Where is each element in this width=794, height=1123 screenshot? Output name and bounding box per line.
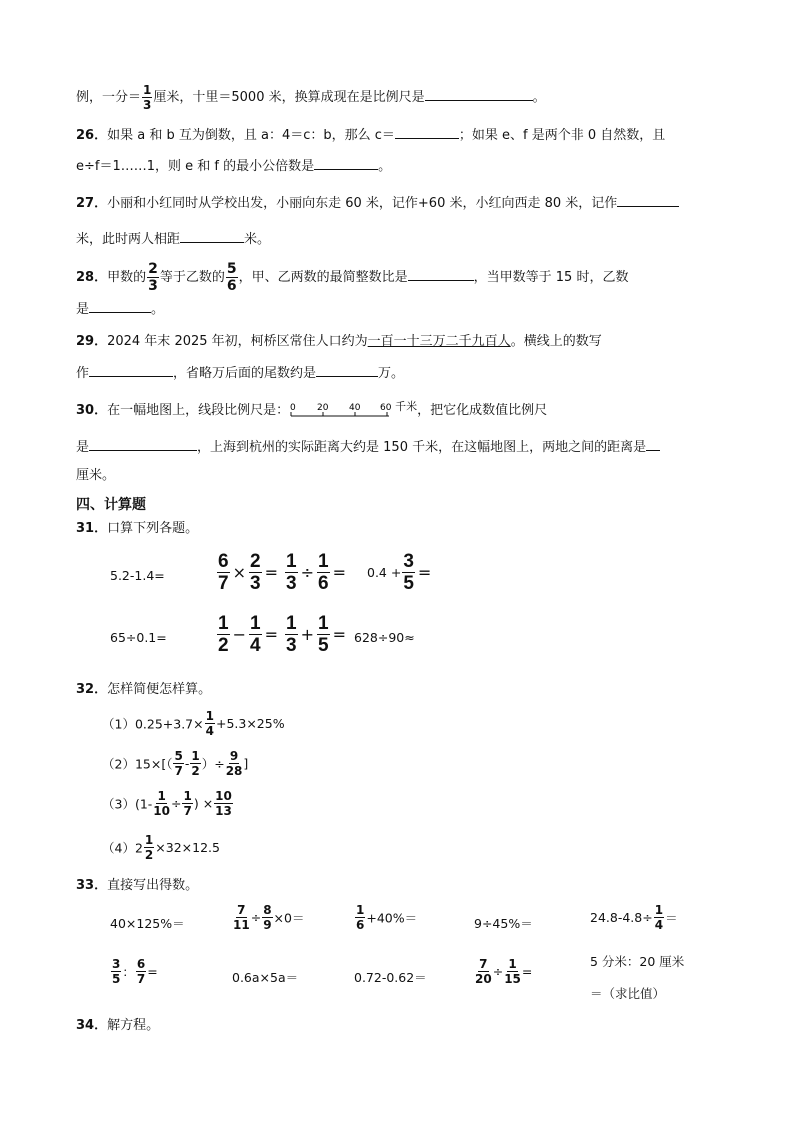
q28-text-b: 等于乙数的 bbox=[159, 270, 225, 285]
q32-p4-frac: $\frac{1}{2}$ bbox=[144, 833, 154, 862]
q32-p4-a: （4）2 bbox=[102, 840, 143, 856]
q31-a: 5.2-1.4= bbox=[110, 568, 165, 583]
q31-number: 31． bbox=[76, 521, 108, 536]
q28-fraction-1 bbox=[147, 262, 159, 293]
scale-tick-60: 60 bbox=[380, 402, 392, 413]
line-scale-bar bbox=[289, 401, 395, 421]
q31-c-frac2: $\frac{1}{6}$ bbox=[317, 551, 329, 594]
q31-b-frac1: $\frac{6}{7}$ bbox=[218, 551, 229, 594]
q33-c-frac: $\frac{1}{6}$ bbox=[356, 903, 365, 932]
q33-b bbox=[232, 904, 304, 931]
q27-blank-distance[interactable] bbox=[180, 228, 244, 243]
q29-number: 29． bbox=[76, 334, 108, 349]
q33-f-frac1: $\frac{3}{5}$ bbox=[112, 957, 121, 986]
q29-blank-write[interactable] bbox=[89, 362, 173, 377]
q31-g-frac1: $\frac{1}{3}$ bbox=[286, 613, 297, 656]
q32-p3-frac2: $\frac{1}{7}$ bbox=[183, 789, 192, 818]
q33-b-frac2: $\frac{8}{9}$ bbox=[263, 903, 272, 932]
q25-frac-den: 3 bbox=[143, 98, 152, 112]
q33-i-frac1: $\frac{7}{20}$ bbox=[475, 957, 492, 986]
q32-p4-b: ×32×12.5 bbox=[155, 840, 220, 855]
q30-number: 30． bbox=[76, 403, 108, 418]
scale-tick-20: 20 bbox=[317, 402, 329, 413]
q33-b-op: ÷ bbox=[250, 910, 262, 925]
q25-answer-blank[interactable] bbox=[425, 86, 533, 101]
q32-p4 bbox=[102, 834, 220, 861]
q32-p3-frac1: $\frac{1}{10}$ bbox=[153, 789, 170, 818]
q32-title-line bbox=[76, 680, 211, 700]
q31-g: $\frac{1}{3}$ + $\frac{1}{5}$ = bbox=[286, 613, 346, 656]
q33-c bbox=[354, 904, 417, 931]
q32-p3-c: ) × bbox=[193, 796, 214, 811]
q26-text-b: ；如果 e、f 是两个非 0 自然数，且 bbox=[458, 128, 666, 143]
q28-blank-ratio[interactable] bbox=[408, 266, 474, 281]
q33-i-frac2: $\frac{1}{15}$ bbox=[504, 957, 521, 986]
q30-line2 bbox=[76, 436, 660, 458]
q25-tail bbox=[76, 84, 546, 111]
q33-e bbox=[590, 904, 678, 931]
q33-number: 33． bbox=[76, 878, 108, 893]
q26-blank-c[interactable] bbox=[395, 124, 459, 139]
q32-p3 bbox=[102, 790, 234, 817]
q33-b-tail: ×0＝ bbox=[273, 910, 305, 926]
q32-p3-frac3: $\frac{10}{13}$ bbox=[215, 789, 232, 818]
q28-f2-num: 5 bbox=[226, 261, 237, 277]
q33-a: 40×125%＝ bbox=[110, 916, 185, 931]
q31-c-frac1: $\frac{1}{3}$ bbox=[286, 551, 297, 594]
q28-number: 28． bbox=[76, 270, 108, 285]
q27-text-b: 米，此时两人相距 bbox=[76, 232, 181, 247]
q32-p2-a: （2）15×[（ bbox=[102, 756, 173, 772]
q33-e-a: 24.8-4.8÷ bbox=[590, 910, 653, 925]
q33-title-line bbox=[76, 876, 198, 896]
q30-line1 bbox=[76, 397, 547, 421]
q33-title: 直接写出得数。 bbox=[107, 878, 199, 893]
q31-b: $\frac{6}{7}$ × $\frac{2}{3}$ = bbox=[218, 551, 278, 594]
q33-f bbox=[110, 958, 158, 985]
q34-number: 34． bbox=[76, 1018, 108, 1033]
q30-blank-map-distance[interactable] bbox=[646, 436, 660, 451]
q30-text-a: 在一幅地图上，线段比例尺是： bbox=[107, 403, 290, 418]
q32-p2-b: - bbox=[184, 756, 190, 771]
q32-number: 32． bbox=[76, 682, 108, 697]
q34-title-line bbox=[76, 1016, 159, 1036]
q28-text-d: ，当甲数等于 15 时，乙数 bbox=[473, 270, 629, 285]
q32-p1-a: （1）0.25+3.7× bbox=[102, 716, 204, 732]
q25-text-b: 厘米，十里＝5000 米，换算成现在是比例尺是 bbox=[153, 90, 425, 105]
q29-text-b: 。横线上的数写 bbox=[510, 334, 602, 349]
q27-text-a: 小丽和小红同时从学校出发，小丽向东走 60 米，记作+60 米，小红向西走 80 米，记作 bbox=[107, 196, 618, 211]
q27-line1 bbox=[76, 192, 679, 214]
q31-b-frac2: $\frac{2}{3}$ bbox=[249, 551, 261, 594]
q31-f-frac2: $\frac{1}{4}$ bbox=[249, 613, 261, 656]
q33-i-op: ÷ bbox=[492, 964, 504, 979]
q29-blank-approx[interactable] bbox=[316, 362, 378, 377]
q32-p1-b: +5.3×25% bbox=[215, 716, 285, 731]
q32-p1-frac: $\frac{1}{4}$ bbox=[205, 709, 214, 738]
q33-b-frac1: $\frac{7}{11}$ bbox=[233, 903, 250, 932]
q33-g: 0.6a×5a＝ bbox=[232, 970, 299, 985]
q29-line2 bbox=[76, 362, 404, 384]
q32-p3-a: （3）(1- bbox=[102, 796, 153, 812]
q26-line2 bbox=[76, 155, 391, 177]
q33-i bbox=[474, 958, 532, 985]
q32-p2-d: ] bbox=[243, 756, 249, 771]
q28-line2 bbox=[76, 298, 164, 320]
q33-f-eq: = bbox=[147, 964, 158, 979]
q30-text-b: ，把它化成数值比例尺 bbox=[417, 403, 548, 418]
q31-d: 0.4 + $\frac{3}{5}$ = bbox=[367, 551, 432, 594]
q25-fraction bbox=[142, 84, 152, 111]
q29-text-a: 2024 年末 2025 年初，柯桥区常住人口约为 bbox=[107, 334, 368, 349]
q29-underlined-number: 一百一十三万二千九百人 bbox=[367, 334, 511, 349]
q31-e: 65÷0.1= bbox=[110, 630, 167, 645]
q33-j-line2: ＝（求比值） bbox=[590, 986, 666, 1001]
q28-text-e: 是 bbox=[76, 302, 90, 317]
q31-f-frac1: $\frac{1}{2}$ bbox=[218, 613, 229, 656]
scale-unit: 千米 bbox=[395, 400, 418, 413]
q28-text-f: 。 bbox=[151, 302, 165, 317]
q32-p3-b: ÷ bbox=[171, 796, 182, 811]
scale-tick-40: 40 bbox=[349, 402, 361, 413]
q28-text-c: ，甲、乙两数的最简整数比是 bbox=[238, 270, 408, 285]
section-heading: 四、计算题 bbox=[76, 497, 146, 513]
q33-d: 9÷45%＝ bbox=[474, 916, 533, 931]
q28-f1-den: 3 bbox=[148, 278, 158, 294]
q25-frac-num: 1 bbox=[143, 83, 152, 97]
q29-line1 bbox=[76, 332, 602, 352]
scale-tick-0: 0 bbox=[290, 402, 296, 413]
q31-title-line bbox=[76, 519, 198, 539]
q32-p2-frac3: $\frac{9}{28}$ bbox=[225, 749, 243, 778]
q29-text-c: 作 bbox=[76, 366, 90, 381]
q26-blank-lcm[interactable] bbox=[314, 155, 378, 170]
q31-d-pre: 0.4 + bbox=[367, 565, 402, 580]
q27-text-c: 米。 bbox=[244, 232, 271, 247]
q28-blank-b[interactable] bbox=[89, 298, 151, 313]
q33-e-eq: ＝ bbox=[665, 910, 678, 926]
q28-text-a: 甲数的 bbox=[107, 270, 147, 285]
q28-f2-den: 6 bbox=[226, 278, 237, 294]
q30-line3 bbox=[76, 466, 115, 486]
q25-text-a: 例，一分＝ bbox=[76, 90, 142, 105]
q30-text-d: ，上海到杭州的实际距离大约是 150 千米，在这幅地图上，两地之间的距离是 bbox=[197, 440, 647, 455]
q27-number: 27． bbox=[76, 196, 108, 211]
q25-text-end: 。 bbox=[532, 90, 546, 105]
q32-p2-frac2: $\frac{1}{2}$ bbox=[191, 749, 200, 778]
q29-text-d: ，省略万后面的尾数约是 bbox=[173, 366, 317, 381]
q32-p2-c: ）÷ bbox=[201, 756, 225, 772]
q32-p2 bbox=[102, 750, 248, 777]
q26-text-c: e÷f＝1……1，则 e 和 f 的最小公倍数是 bbox=[76, 159, 315, 174]
q31-c: $\frac{1}{3}$ ÷ $\frac{1}{6}$ = bbox=[286, 551, 346, 594]
q31-title: 口算下列各题。 bbox=[107, 521, 199, 536]
q26-number: 26． bbox=[76, 128, 108, 143]
q28-line1 bbox=[76, 262, 628, 293]
q33-j-line1: 5 分米：20 厘米 bbox=[590, 954, 685, 969]
q33-f-sep: ： bbox=[122, 964, 135, 980]
q31-f: $\frac{1}{2}$ − $\frac{1}{4}$ = bbox=[218, 613, 278, 656]
q27-blank-record[interactable] bbox=[617, 192, 679, 207]
q32-title: 怎样简便怎样算。 bbox=[107, 682, 212, 697]
q32-p2-frac1: $\frac{5}{7}$ bbox=[174, 749, 183, 778]
q26-text-a: 如果 a 和 b 互为倒数，且 a：4＝c：b，那么 c＝ bbox=[107, 128, 395, 143]
q30-blank-numeric-scale[interactable] bbox=[89, 436, 197, 451]
q29-text-e: 万。 bbox=[378, 366, 405, 381]
q31-d-frac: $\frac{3}{5}$ bbox=[403, 551, 414, 594]
q28-fraction-2 bbox=[226, 262, 238, 293]
q31-h: 628÷90≈ bbox=[354, 630, 415, 645]
q33-i-eq: = bbox=[521, 964, 533, 979]
q31-g-frac2: $\frac{1}{5}$ bbox=[317, 613, 329, 656]
q34-title: 解方程。 bbox=[107, 1018, 160, 1033]
q33-e-frac: $\frac{1}{4}$ bbox=[654, 903, 664, 932]
q33-f-frac2: $\frac{6}{7}$ bbox=[136, 957, 146, 986]
q30-text-c: 是 bbox=[76, 440, 90, 455]
q32-p1 bbox=[102, 710, 285, 737]
q26-line1 bbox=[76, 124, 665, 146]
q28-f1-num: 2 bbox=[148, 261, 158, 277]
q30-text-e: 厘米。 bbox=[76, 468, 116, 483]
q27-line2 bbox=[76, 228, 270, 250]
q33-c-tail: +40%＝ bbox=[366, 910, 418, 926]
q26-text-d: 。 bbox=[378, 159, 392, 174]
q31-b-eq: = bbox=[264, 563, 278, 582]
q33-h: 0.72-0.62＝ bbox=[354, 970, 427, 985]
